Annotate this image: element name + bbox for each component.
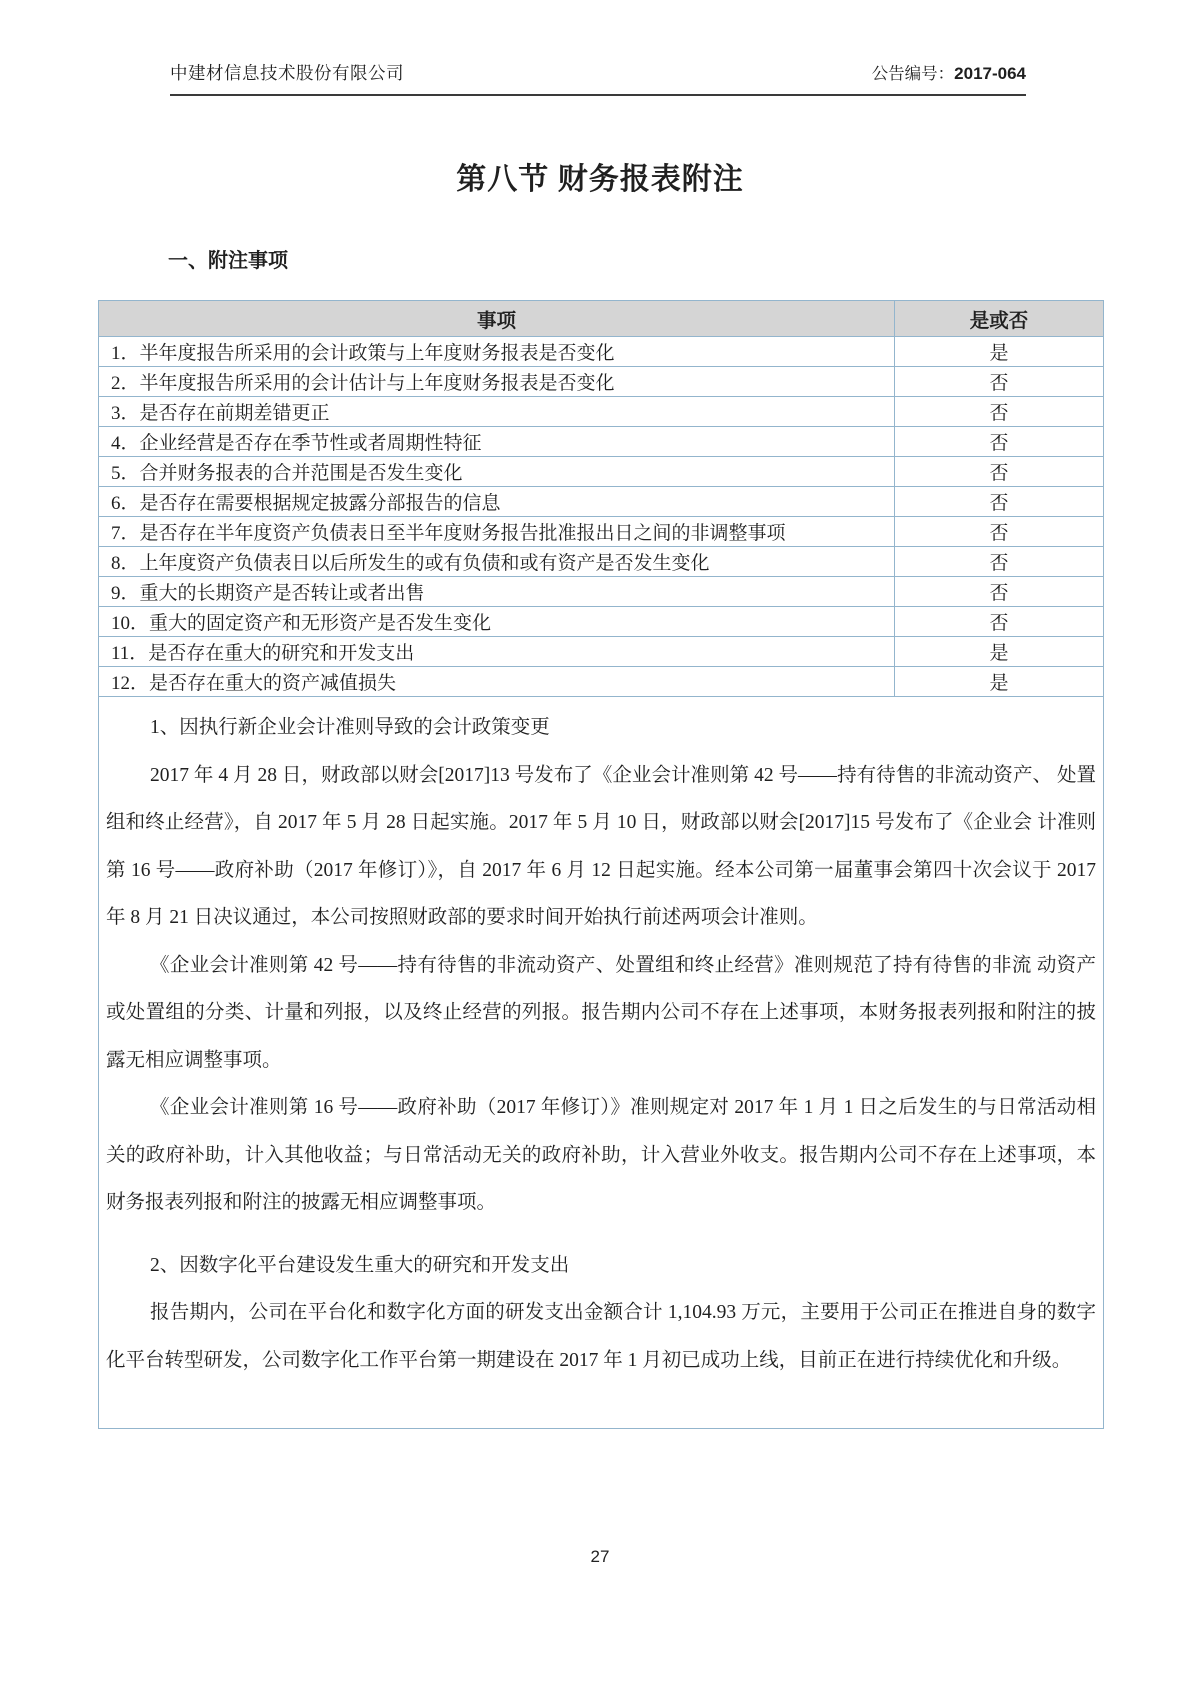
company-name: 中建材信息技术股份有限公司	[170, 63, 404, 83]
answer-cell: 是	[895, 667, 1104, 697]
table-row	[99, 457, 1104, 487]
table-row	[99, 397, 1104, 427]
table-row	[99, 667, 1104, 697]
notes-subheading-2: 2、因数字化平台建设发生重大的研究和开发支出	[150, 1254, 570, 1276]
item-cell: 8．上年度资产负债表日以后所发生的或有负债和或有资产是否发生变化	[99, 547, 895, 577]
notes-paragraph-4: 报告期内，公司在平台化和数字化方面的研发支出金额合计 1,104.93 万元，主要用于公司正在推进自身的数字化平台转型研发，公司数字化工作平台第一期建设在 2017 年 1 月初已成功上线，目前正在进行持续优化和升级。	[106, 1302, 1096, 1371]
answer-cell: 否	[895, 577, 1104, 607]
page-header	[170, 60, 1026, 96]
answer-cell: 否	[895, 457, 1104, 487]
table-row	[99, 577, 1104, 607]
section-heading: 一、附注事项	[168, 249, 288, 272]
column-header-answer: 是或否	[895, 301, 1104, 337]
item-cell: 5．合并财务报表的合并范围是否发生变化	[99, 457, 895, 487]
table-row	[99, 487, 1104, 517]
item-cell: 12．是否存在重大的资产减值损失	[99, 667, 895, 697]
announcement-number: 2017-064	[954, 64, 1026, 83]
announcement-number-group	[872, 60, 1026, 84]
table-row	[99, 547, 1104, 577]
answer-cell: 是	[895, 337, 1104, 367]
item-cell: 7．是否存在半年度资产负债表日至半年度财务报告批准报出日之间的非调整事项	[99, 517, 895, 547]
answer-cell: 否	[895, 367, 1104, 397]
item-cell: 3．是否存在前期差错更正	[99, 397, 895, 427]
answer-cell: 否	[895, 607, 1104, 637]
table-row	[99, 637, 1104, 667]
notes-text-cell	[99, 697, 1104, 1429]
item-cell: 4．企业经营是否存在季节性或者周期性特征	[99, 427, 895, 457]
item-cell: 2．半年度报告所采用的会计估计与上年度财务报表是否变化	[99, 367, 895, 397]
item-cell: 9．重大的长期资产是否转让或者出售	[99, 577, 895, 607]
answer-cell: 是	[895, 637, 1104, 667]
page-number: 27	[590, 1547, 610, 1566]
page-title: 第八节 财务报表附注	[456, 163, 744, 197]
notes-text-row	[99, 697, 1104, 1429]
announcement-label: 公告编号：	[871, 64, 955, 83]
table-header-row	[99, 301, 1104, 337]
answer-cell: 否	[895, 397, 1104, 427]
notes-paragraph-2: 《企业会计准则第 42 号——持有待售的非流动资产、处置组和终止经营》准则规范了持有待售的非流 动资产或处置组的分类、计量和列报，以及终止经营的列报。报告期内公司不存在上述事项，本财务报表列报和附注的披露无相应调整事项。	[106, 954, 1096, 1071]
notes-paragraph-3: 《企业会计准则第 16 号——政府补助（2017 年修订）》准则规定对 2017 年 1 月 1 日之后发生的与日常活动相关的政府补助，计入其他收益；与日常活动无关的政府补助，计入营业外收支。报告期内公司不存在上述事项，本财务报表列报和附注的披露无相应调整事项。	[106, 1097, 1096, 1213]
table-row	[99, 367, 1104, 397]
column-header-item: 事项	[99, 301, 895, 337]
answer-cell: 否	[895, 487, 1104, 517]
table-row	[99, 427, 1104, 457]
table-row	[99, 337, 1104, 367]
table-row	[99, 517, 1104, 547]
answer-cell: 否	[895, 547, 1104, 577]
answer-cell: 否	[895, 427, 1104, 457]
table-row	[99, 607, 1104, 637]
item-cell: 10．重大的固定资产和无形资产是否发生变化	[99, 607, 895, 637]
notes-subheading-1: 1、因执行新企业会计准则导致的会计政策变更	[150, 717, 550, 738]
item-cell: 1．半年度报告所采用的会计政策与上年度财务报表是否变化	[99, 337, 895, 367]
item-cell: 11．是否存在重大的研究和开发支出	[99, 637, 895, 667]
notes-items-table	[98, 300, 1104, 1429]
answer-cell: 否	[895, 517, 1104, 547]
item-cell: 6．是否存在需要根据规定披露分部报告的信息	[99, 487, 895, 517]
notes-paragraph-1: 2017 年 4 月 28 日，财政部以财会[2017]13 号发布了《企业会计准则第 42 号——持有待售的非流动资产、 处置组和终止经营》，自 2017 年 5 月 28 日起实施。2017 年 5 月 10 日，财政部以财会[2017]15 号发布了《企业会 计准则第 16 号——政府补助（2017 年修订）》，自 2017 年 6 月 12 日起实施。经本公司第一届董事会第四十次会议于 2017 年 8 月 21 日决议通过，本公司按照财政部的要求时间开始执行前述两项会计准则。	[106, 764, 1096, 928]
